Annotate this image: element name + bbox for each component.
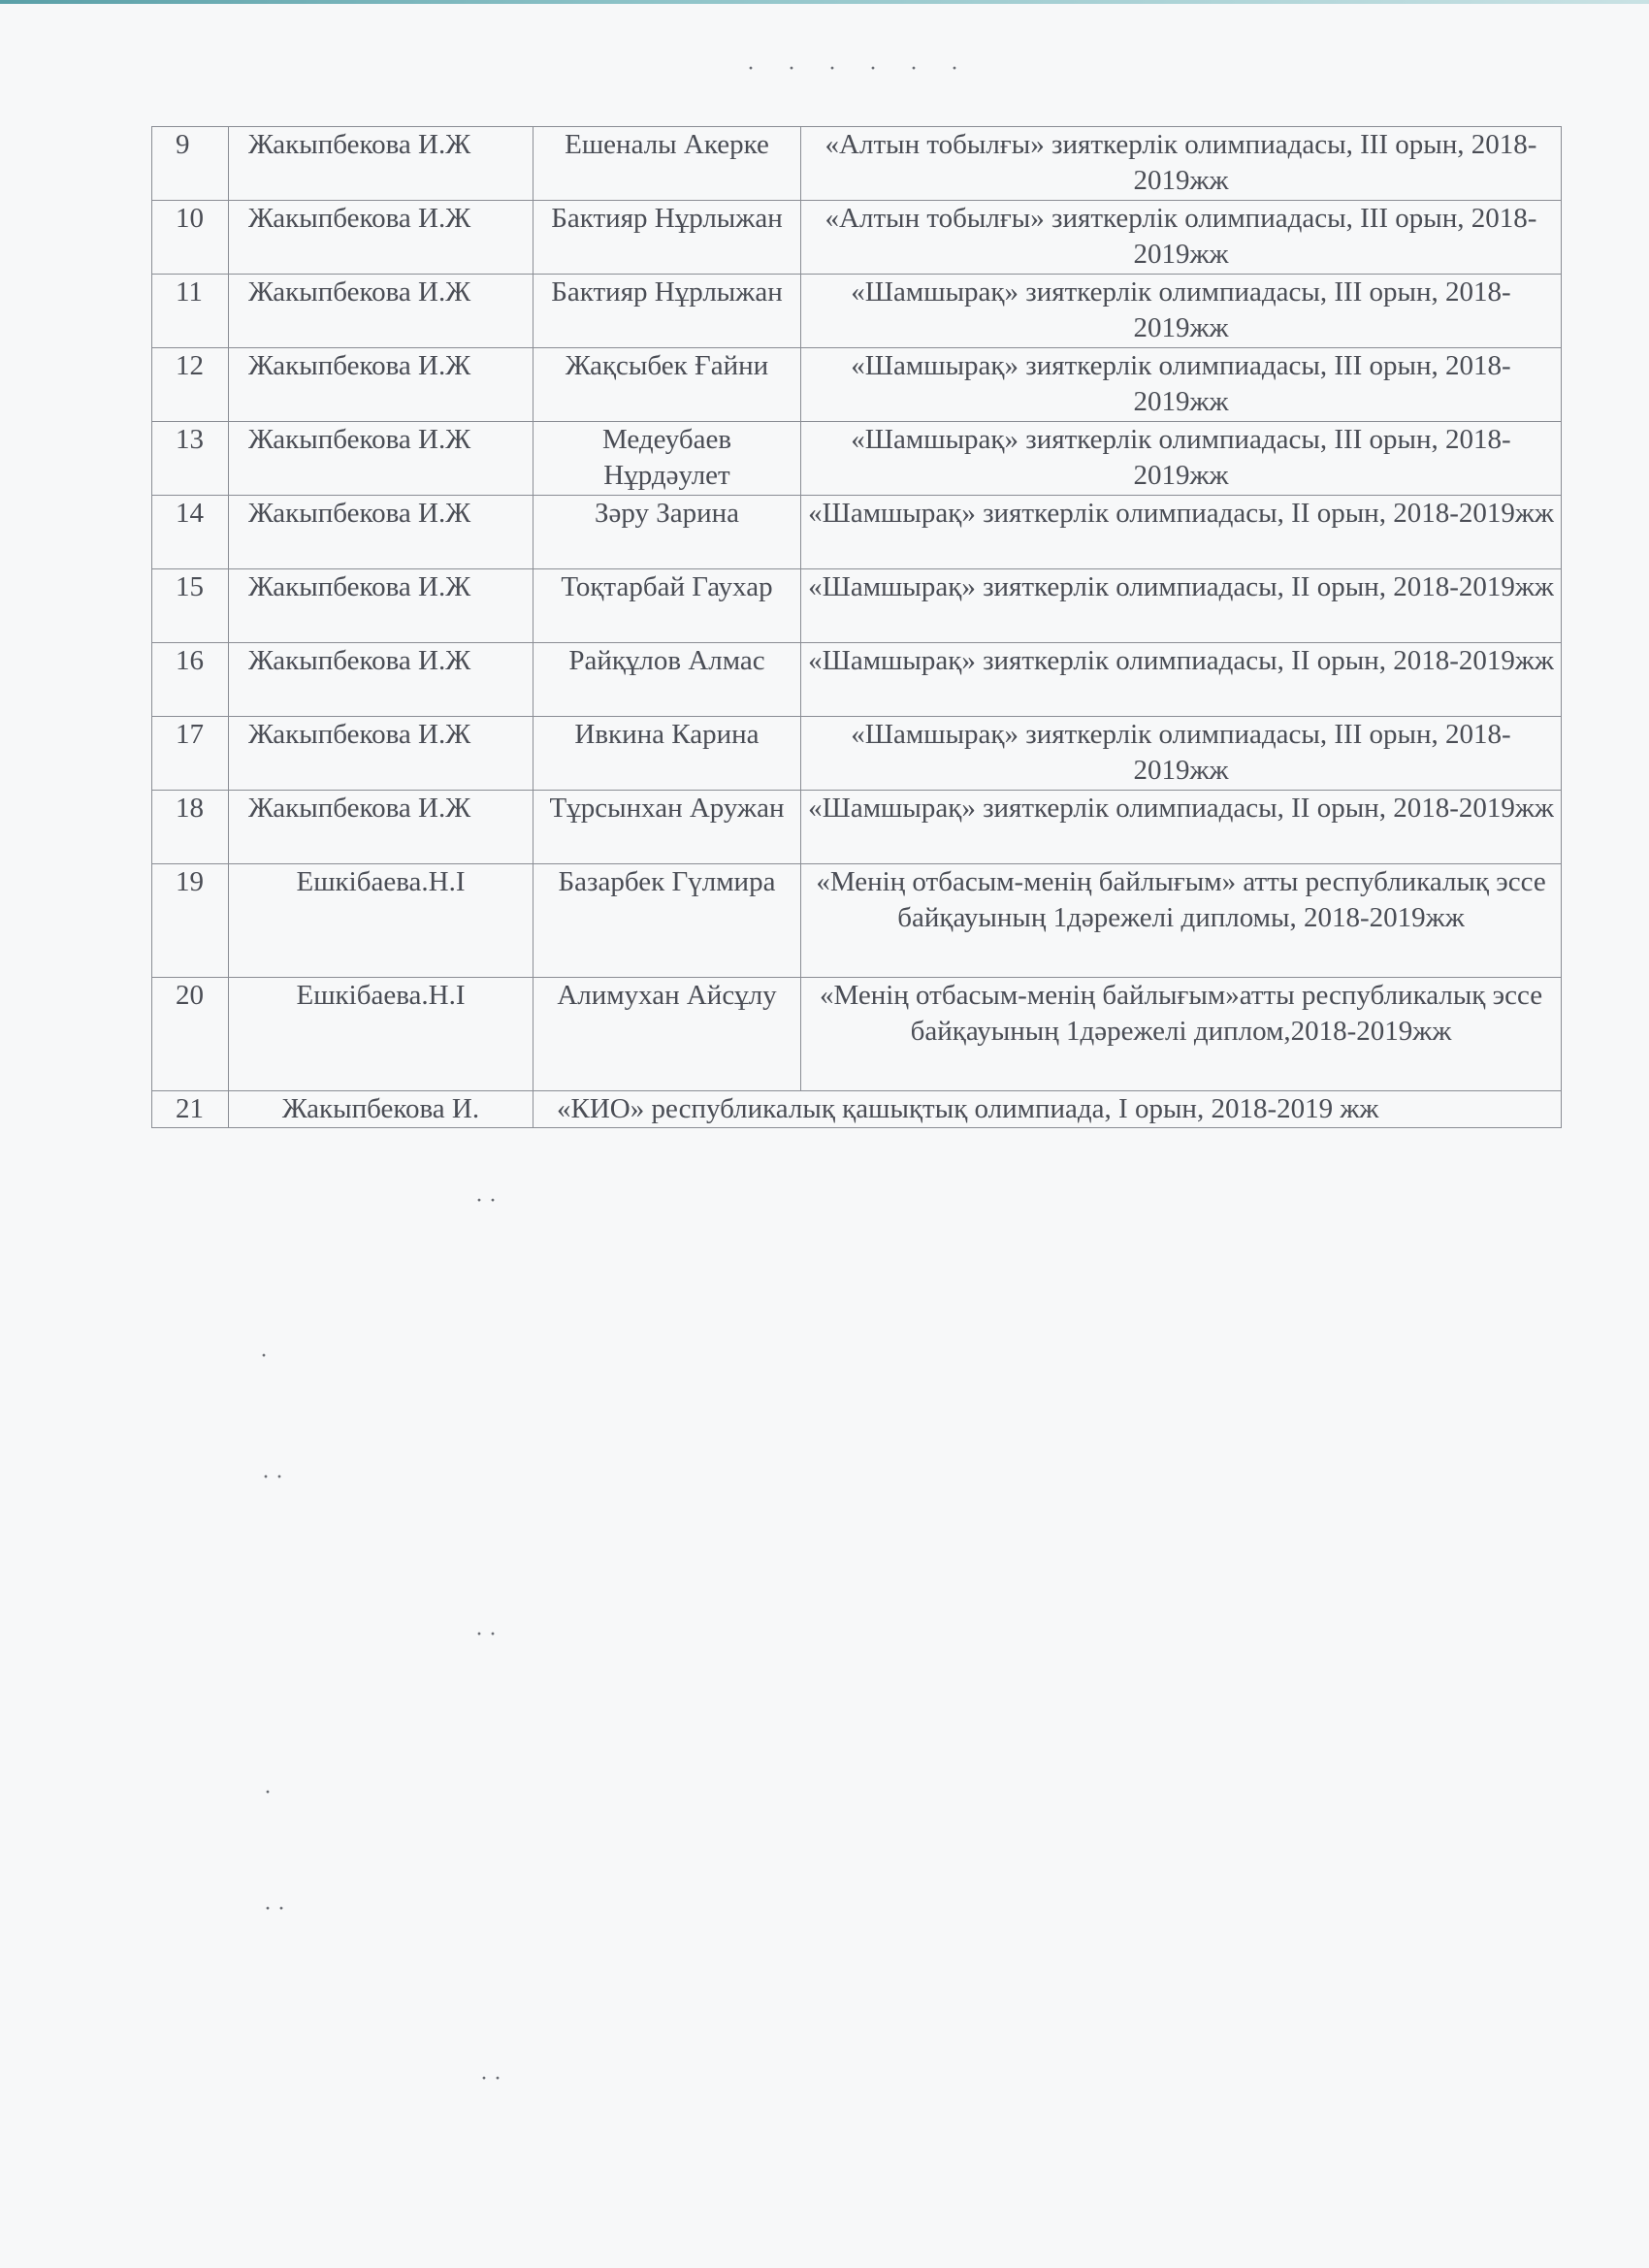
table-row — [152, 978, 1562, 1091]
teacher-name: Жакыпбекова И.Ж — [229, 422, 534, 496]
teacher-name: Жакыпбекова И.Ж — [229, 643, 534, 717]
scan-noise: · · · · · · — [747, 56, 972, 81]
achievement: «Шамшырақ» зияткерлік олимпиадасы, III орын, 2018-2019жж — [801, 348, 1562, 422]
achievement: «Шамшырақ» зияткерлік олимпиадасы, II орын, 2018-2019жж — [801, 569, 1562, 643]
table-row — [152, 275, 1562, 348]
table-row — [152, 791, 1562, 864]
row-number: 14 — [152, 496, 229, 569]
student-name: Алимухан Айсұлу — [534, 978, 801, 1091]
table-row — [152, 348, 1562, 422]
scan-noise: · · — [480, 2066, 501, 2091]
row-number: 20 — [152, 978, 229, 1091]
achievement: «Менің отбасым-менің байлығым» атты республикалық эссе байқауының 1дәрежелі дипломы, 2018-2019жж — [801, 864, 1562, 978]
achievement: «Менің отбасым-менің байлығым»атты республикалық эссе байқауының 1дәрежелі диплом,2018-2019жж — [801, 978, 1562, 1091]
teacher-name: Ешкібаева.Н.І — [229, 864, 534, 978]
student-name: Медеубаев Нұрдәулет — [534, 422, 801, 496]
achievement: «Шамшырақ» зияткерлік олимпиадасы, II орын, 2018-2019жж — [801, 496, 1562, 569]
achievement: «Шамшырақ» зияткерлік олимпиадасы, III орын, 2018-2019жж — [801, 275, 1562, 348]
row-number: 15 — [152, 569, 229, 643]
achievement: «Шамшырақ» зияткерлік олимпиадасы, II орын, 2018-2019жж — [801, 643, 1562, 717]
table-row — [152, 201, 1562, 275]
scan-noise: · — [264, 1780, 272, 1805]
student-name: Зәру Зарина — [534, 496, 801, 569]
table-row — [152, 1091, 1562, 1128]
achievement: «Шамшырақ» зияткерлік олимпиадасы, III орын, 2018-2019жж — [801, 717, 1562, 791]
table-row — [152, 569, 1562, 643]
achievement: «КИО» республикалық қашықтық олимпиада, I орын, 2018-2019 жж — [534, 1091, 1562, 1128]
table-row — [152, 422, 1562, 496]
row-number: 13 — [152, 422, 229, 496]
row-number: 9 — [152, 127, 229, 201]
table-row — [152, 496, 1562, 569]
teacher-name: Жакыпбекова И. — [229, 1091, 534, 1128]
row-number: 21 — [152, 1091, 229, 1128]
student-name: Тұрсынхан Аружан — [534, 791, 801, 864]
awards-table — [151, 126, 1562, 1128]
achievement: «Алтын тобылғы» зияткерлік олимпиадасы, III орын, 2018-2019жж — [801, 127, 1562, 201]
teacher-name: Жакыпбекова И.Ж — [229, 717, 534, 791]
achievement: «Алтын тобылғы» зияткерлік олимпиадасы, III орын, 2018-2019жж — [801, 201, 1562, 275]
table-row — [152, 643, 1562, 717]
achievement: «Шамшырақ» зияткерлік олимпиадасы, III орын, 2018-2019жж — [801, 422, 1562, 496]
row-number: 17 — [152, 717, 229, 791]
scan-noise: · — [260, 1344, 268, 1369]
scan-noise: · · — [475, 1188, 497, 1214]
teacher-name: Жакыпбекова И.Ж — [229, 569, 534, 643]
table-row — [152, 864, 1562, 978]
student-name: Райқұлов Алмас — [534, 643, 801, 717]
student-name: Жақсыбек Ғайни — [534, 348, 801, 422]
row-number: 19 — [152, 864, 229, 978]
teacher-name: Жакыпбекова И.Ж — [229, 201, 534, 275]
teacher-name: Жакыпбекова И.Ж — [229, 127, 534, 201]
student-name: Бактияр Нұрлыжан — [534, 275, 801, 348]
table-row — [152, 127, 1562, 201]
student-name: Бактияр Нұрлыжан — [534, 201, 801, 275]
student-name: Базарбек Гүлмира — [534, 864, 801, 978]
student-name: Ивкина Карина — [534, 717, 801, 791]
row-number: 10 — [152, 201, 229, 275]
student-name: Ешеналы Акерке — [534, 127, 801, 201]
student-name: Тоқтарбай Гаухар — [534, 569, 801, 643]
teacher-name: Жакыпбекова И.Ж — [229, 496, 534, 569]
row-number: 18 — [152, 791, 229, 864]
table-row — [152, 717, 1562, 791]
scan-noise: · · — [264, 1896, 285, 1922]
scan-noise: · · — [475, 1622, 497, 1647]
row-number: 16 — [152, 643, 229, 717]
row-number: 11 — [152, 275, 229, 348]
row-number: 12 — [152, 348, 229, 422]
achievement: «Шамшырақ» зияткерлік олимпиадасы, II орын, 2018-2019жж — [801, 791, 1562, 864]
teacher-name: Ешкібаева.Н.І — [229, 978, 534, 1091]
teacher-name: Жакыпбекова И.Ж — [229, 791, 534, 864]
teacher-name: Жакыпбекова И.Ж — [229, 275, 534, 348]
scan-noise: · · — [262, 1465, 283, 1490]
teacher-name: Жакыпбекова И.Ж — [229, 348, 534, 422]
scan-edge — [0, 0, 1649, 4]
